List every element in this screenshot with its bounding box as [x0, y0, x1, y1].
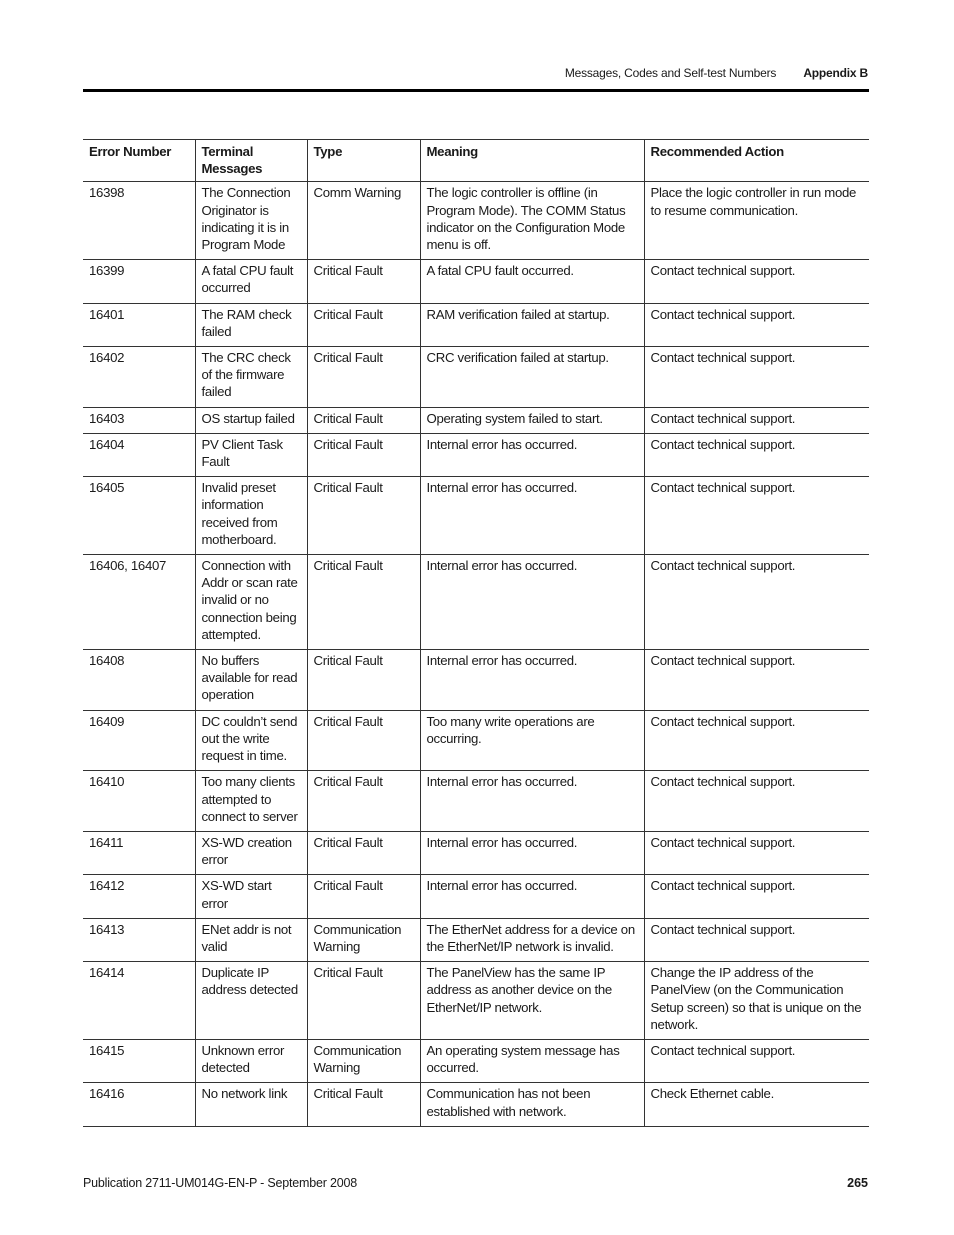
terminal-message-cell: XS-WD start error [195, 875, 307, 918]
type-cell: Critical Fault [307, 710, 420, 771]
terminal-message-cell: XS-WD creation error [195, 831, 307, 874]
error-number-cell: 16401 [83, 303, 195, 346]
terminal-message-cell: DC couldn’t send out the write request in time. [195, 710, 307, 771]
recommended-action-cell: Contact technical support. [644, 347, 869, 408]
meaning-cell: Internal error has occurred. [420, 831, 644, 874]
table-row [83, 260, 869, 303]
terminal-message-cell: Too many clients attempted to connect to server [195, 771, 307, 832]
terminal-message-cell: ENet addr is not valid [195, 918, 307, 961]
meaning-cell: The EtherNet address for a device on the EtherNet/IP network is invalid. [420, 918, 644, 961]
terminal-message-cell: PV Client Task Fault [195, 433, 307, 476]
meaning-cell: An operating system message has occurred. [420, 1039, 644, 1082]
page-number: 265 [847, 1176, 868, 1190]
type-cell: Critical Fault [307, 1083, 420, 1126]
error-number-cell: 16414 [83, 962, 195, 1040]
terminal-message-cell: Unknown error detected [195, 1039, 307, 1082]
error-number-cell: 16402 [83, 347, 195, 408]
table-row [83, 650, 869, 711]
table-row [83, 875, 869, 918]
recommended-action-cell: Change the IP address of the PanelView (on the Communication Setup screen) so that is unique on the network. [644, 962, 869, 1040]
error-number-cell: 16405 [83, 477, 195, 555]
error-number-cell: 16412 [83, 875, 195, 918]
terminal-message-cell: OS startup failed [195, 407, 307, 433]
type-cell: Critical Fault [307, 650, 420, 711]
table-row [83, 1083, 869, 1126]
table-row [83, 303, 869, 346]
table-row [83, 555, 869, 650]
error-number-cell: 16411 [83, 831, 195, 874]
error-number-cell: 16416 [83, 1083, 195, 1126]
running-header [565, 66, 868, 80]
table-body [83, 182, 869, 1126]
recommended-action-cell: Contact technical support. [644, 260, 869, 303]
recommended-action-cell: Contact technical support. [644, 303, 869, 346]
terminal-message-cell: Invalid preset information received from motherboard. [195, 477, 307, 555]
column-header-error-number: Error Number [83, 140, 195, 182]
recommended-action-cell: Check Ethernet cable. [644, 1083, 869, 1126]
terminal-message-cell: No buffers available for read operation [195, 650, 307, 711]
header-rule [83, 89, 869, 92]
recommended-action-cell: Place the logic controller in run mode to resume communication. [644, 182, 869, 260]
type-cell: Critical Fault [307, 875, 420, 918]
recommended-action-cell: Contact technical support. [644, 875, 869, 918]
type-cell: Critical Fault [307, 477, 420, 555]
error-number-cell: 16410 [83, 771, 195, 832]
recommended-action-cell: Contact technical support. [644, 407, 869, 433]
table-row [83, 407, 869, 433]
table-row [83, 433, 869, 476]
meaning-cell: The PanelView has the same IP address as another device on the EtherNet/IP network. [420, 962, 644, 1040]
recommended-action-cell: Contact technical support. [644, 555, 869, 650]
error-number-cell: 16413 [83, 918, 195, 961]
recommended-action-cell: Contact technical support. [644, 710, 869, 771]
recommended-action-cell: Contact technical support. [644, 477, 869, 555]
table-header-row [83, 140, 869, 182]
type-cell: Comm Warning [307, 182, 420, 260]
table-row [83, 182, 869, 260]
table-row [83, 347, 869, 408]
column-header-recommended-action: Recommended Action [644, 140, 869, 182]
recommended-action-cell: Contact technical support. [644, 650, 869, 711]
error-number-cell: 16404 [83, 433, 195, 476]
type-cell: Critical Fault [307, 407, 420, 433]
meaning-cell: The logic controller is offline (in Program Mode). The COMM Status indicator on the Configuration Mode menu is off. [420, 182, 644, 260]
column-header-terminal-messages: Terminal Messages [195, 140, 307, 182]
error-number-cell: 16409 [83, 710, 195, 771]
publication-info: Publication 2711-UM014G-EN-P - September 2008 [83, 1176, 358, 1190]
table-row [83, 477, 869, 555]
table-row [83, 771, 869, 832]
error-number-cell: 16415 [83, 1039, 195, 1082]
section-title: Messages, Codes and Self-test Numbers [564, 66, 777, 80]
error-number-cell: 16408 [83, 650, 195, 711]
meaning-cell: Internal error has occurred. [420, 477, 644, 555]
type-cell: Critical Fault [307, 771, 420, 832]
terminal-message-cell: Connection with Addr or scan rate invalid or no connection being attempted. [195, 555, 307, 650]
table-row [83, 831, 869, 874]
type-cell: Critical Fault [307, 347, 420, 408]
recommended-action-cell: Contact technical support. [644, 771, 869, 832]
column-header-type: Type [307, 140, 420, 182]
terminal-message-cell: A fatal CPU fault occurred [195, 260, 307, 303]
type-cell: Critical Fault [307, 962, 420, 1040]
meaning-cell: Communication has not been established with network. [420, 1083, 644, 1126]
meaning-cell: A fatal CPU fault occurred. [420, 260, 644, 303]
table-row [83, 710, 869, 771]
error-number-cell: 16399 [83, 260, 195, 303]
meaning-cell: RAM verification failed at startup. [420, 303, 644, 346]
table-row [83, 962, 869, 1040]
appendix-label: Appendix B [803, 66, 868, 80]
meaning-cell: Too many write operations are occurring. [420, 710, 644, 771]
recommended-action-cell: Contact technical support. [644, 1039, 869, 1082]
type-cell: Critical Fault [307, 831, 420, 874]
meaning-cell: Internal error has occurred. [420, 433, 644, 476]
terminal-message-cell: The RAM check failed [195, 303, 307, 346]
meaning-cell: Internal error has occurred. [420, 875, 644, 918]
table-row [83, 1039, 869, 1082]
terminal-message-cell: The Connection Originator is indicating it is in Program Mode [195, 182, 307, 260]
terminal-message-cell: No network link [195, 1083, 307, 1126]
type-cell: Critical Fault [307, 260, 420, 303]
table-row [83, 918, 869, 961]
meaning-cell: CRC verification failed at startup. [420, 347, 644, 408]
error-codes-table [83, 139, 869, 1127]
recommended-action-cell: Contact technical support. [644, 918, 869, 961]
error-number-cell: 16406, 16407 [83, 555, 195, 650]
column-header-meaning: Meaning [420, 140, 644, 182]
type-cell: Communication Warning [307, 1039, 420, 1082]
meaning-cell: Internal error has occurred. [420, 771, 644, 832]
type-cell: Communication Warning [307, 918, 420, 961]
recommended-action-cell: Contact technical support. [644, 433, 869, 476]
terminal-message-cell: The CRC check of the firmware failed [195, 347, 307, 408]
type-cell: Critical Fault [307, 555, 420, 650]
terminal-message-cell: Duplicate IP address detected [195, 962, 307, 1040]
meaning-cell: Internal error has occurred. [420, 555, 644, 650]
type-cell: Critical Fault [307, 303, 420, 346]
meaning-cell: Operating system failed to start. [420, 407, 644, 433]
meaning-cell: Internal error has occurred. [420, 650, 644, 711]
type-cell: Critical Fault [307, 433, 420, 476]
recommended-action-cell: Contact technical support. [644, 831, 869, 874]
error-number-cell: 16403 [83, 407, 195, 433]
error-number-cell: 16398 [83, 182, 195, 260]
